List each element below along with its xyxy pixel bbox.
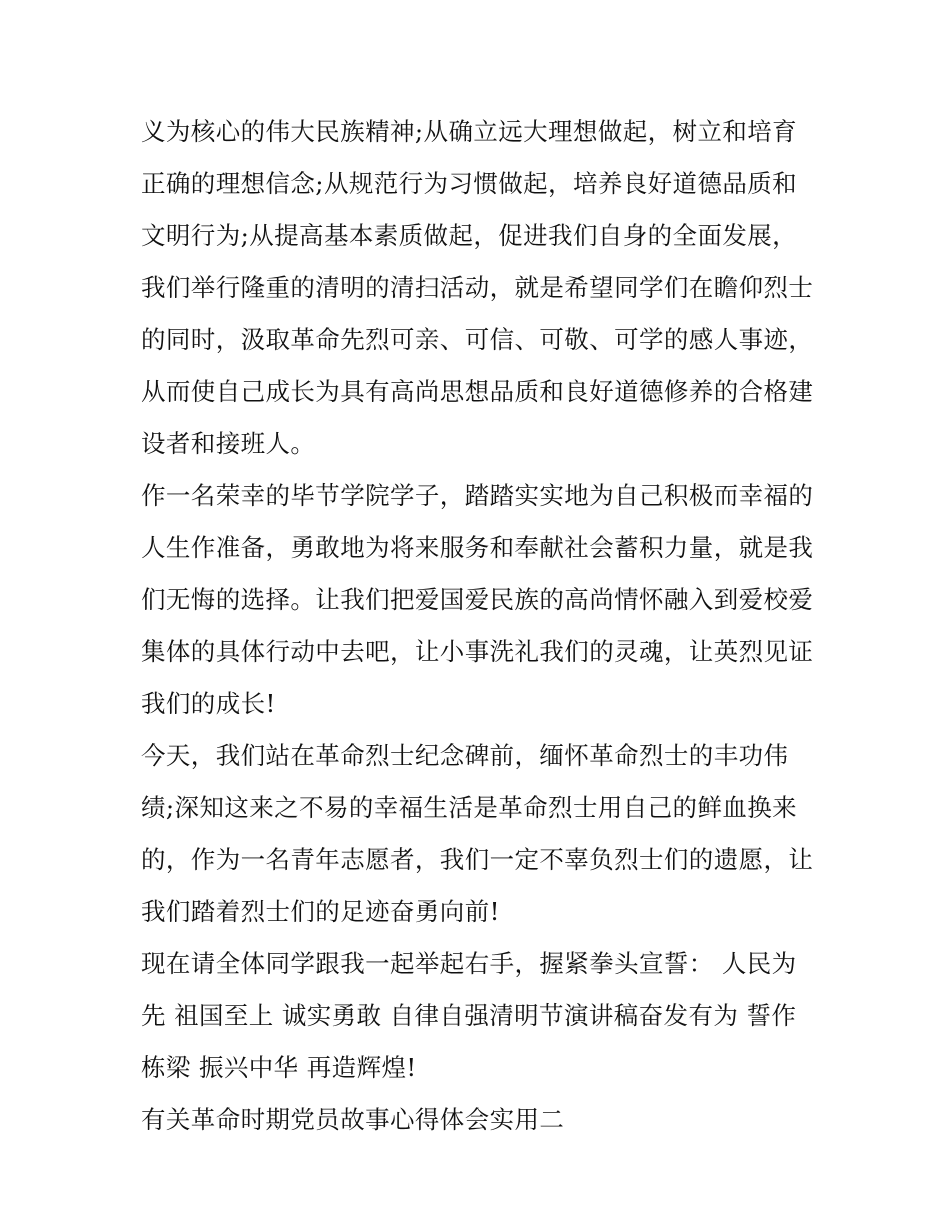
- text-line: 栋梁 振兴中华 再造辉煌!: [141, 1053, 417, 1082]
- text-line: 我们的成长!: [141, 689, 276, 718]
- text-line: 先 祖国至上 诚实勇敢 自律自强清明节演讲稿奋发有为 誓作: [141, 1001, 797, 1030]
- text-line: 义为核心的伟大民族精神;从确立远大理想做起，树立和培育: [141, 117, 798, 146]
- text-line: 从而使自己成长为具有高尚思想品质和良好道德修养的合格建: [141, 377, 814, 406]
- text-line: 设者和接班人。: [141, 429, 316, 458]
- text-line: 今天，我们站在革命烈士纪念碑前，缅怀革命烈士的丰功伟: [141, 741, 789, 770]
- text-line: 绩;深知这来之不易的幸福生活是革命烈士用自己的鲜血换来: [141, 793, 798, 822]
- text-line: 们无悔的选择。让我们把爱国爱民族的高尚情怀融入到爱校爱: [141, 585, 814, 614]
- text-line: 我们踏着烈士们的足迹奋勇向前!: [141, 897, 500, 926]
- section-heading: 有关革命时期党员故事心得体会实用二: [141, 1105, 565, 1134]
- text-line: 的，作为一名青年志愿者，我们一定不辜负烈士们的遗愿，让: [141, 845, 814, 874]
- text-line: 正确的理想信念;从规范行为习惯做起，培养良好道德品质和: [141, 169, 798, 198]
- text-line: 文明行为;从提高基本素质做起，促进我们自身的全面发展，: [141, 221, 798, 250]
- document-body: [141, 106, 821, 1146]
- text-line: 现在请全体同学跟我一起举起右手，握紧拳头宣誓： 人民为: [141, 949, 797, 978]
- text-line: 人生作准备，勇敢地为将来服务和奉献社会蓄积力量，就是我: [141, 533, 814, 562]
- text-line: 我们举行隆重的清明的清扫活动，就是希望同学们在瞻仰烈士: [141, 273, 814, 302]
- text-line: 作一名荣幸的毕节学院学子，踏踏实实地为自己积极而幸福的: [141, 481, 814, 510]
- text-line: 的同时，汲取革命先烈可亲、可信、可敬、可学的感人事迹，: [141, 325, 814, 354]
- text-line: 集体的具体行动中去吧，让小事洗礼我们的灵魂，让英烈见证: [141, 637, 814, 666]
